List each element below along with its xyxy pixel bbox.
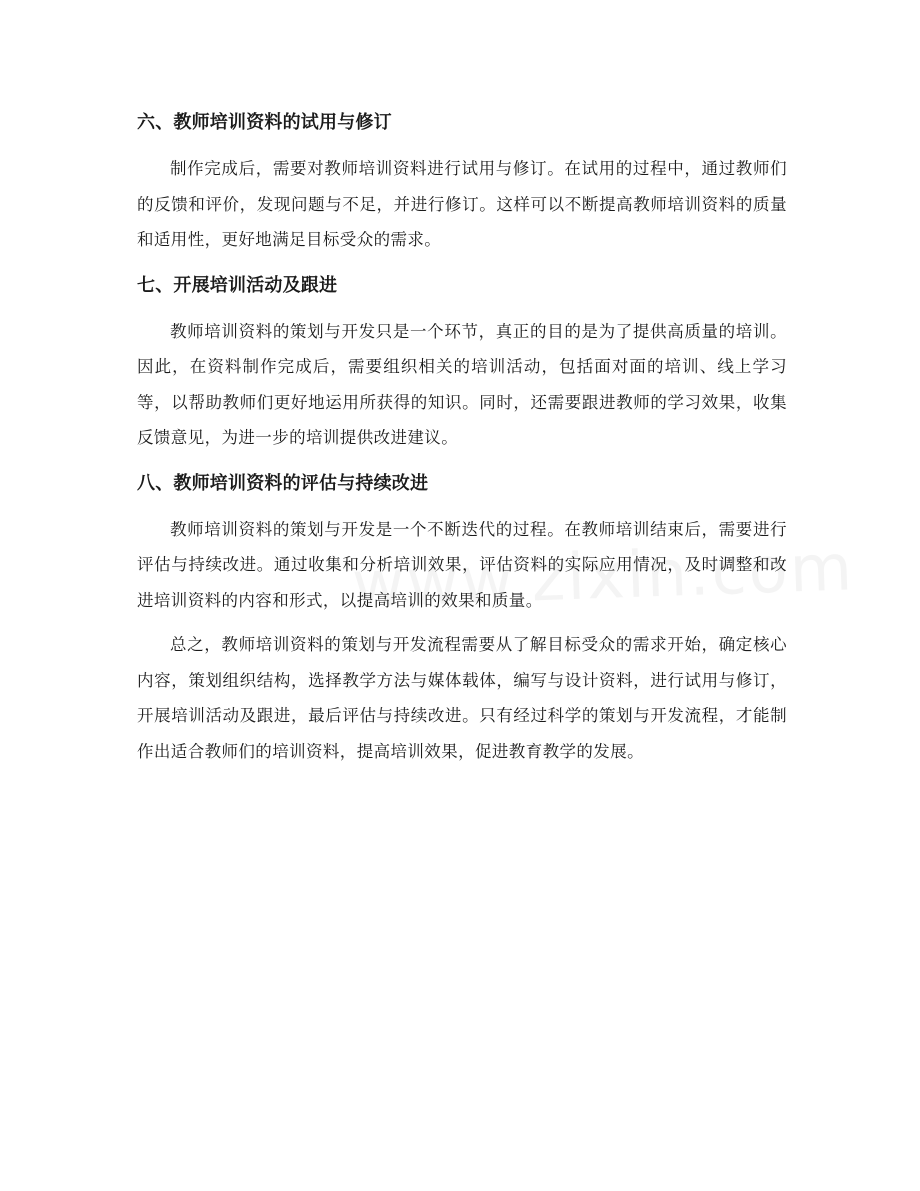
paragraph: 教师培训资料的策划与开发是一个不断迭代的过程。在教师培训结束后，需要进行评估与持续改进。通过收集和分析培训效果，评估资料的实际应用情况，及时调整和改进培训资料的内容和形式，以提高培训的效果和质量。 bbox=[137, 519, 787, 610]
paragraph: 制作完成后，需要对教师培训资料进行试用与修订。在试用的过程中，通过教师们的反馈和评价，发现问题与不足，并进行修订。这样可以不断提高教师培训资料的质量和适用性，更好地满足目标受众的需求。 bbox=[137, 159, 787, 249]
section-heading-6: 六、教师培训资料的试用与修订 bbox=[137, 112, 392, 133]
paragraph: 教师培训资料的策划与开发只是一个环节，真正的目的是为了提供高质量的培训。因此，在资料制作完成后，需要组织相关的培训活动，包括面对面的培训、线上学习等，以帮助教师们更好地运用所获得的知识。同时，还需要跟进教师的学习效果，收集反馈意见，为进一步的培训提供改进建议。 bbox=[137, 321, 787, 447]
document-body bbox=[137, 104, 787, 778]
section-heading-7: 七、开展培训活动及跟进 bbox=[137, 274, 338, 296]
section-heading-8: 八、教师培训资料的评估与持续改进 bbox=[137, 472, 429, 494]
summary-paragraph: 总之，教师培训资料的策划与开发流程需要从了解目标受众的需求开始，确定核心内容，策划组织结构，选择教学方法与媒体载体，编写与设计资料，进行试用与修订，开展培训活动及跟进，最后评估与持续改进。只有经过科学的策划与开发流程，才能制作出适合教师们的培训资料，提高培训效果，促进教育教学的发展。 bbox=[137, 635, 787, 761]
